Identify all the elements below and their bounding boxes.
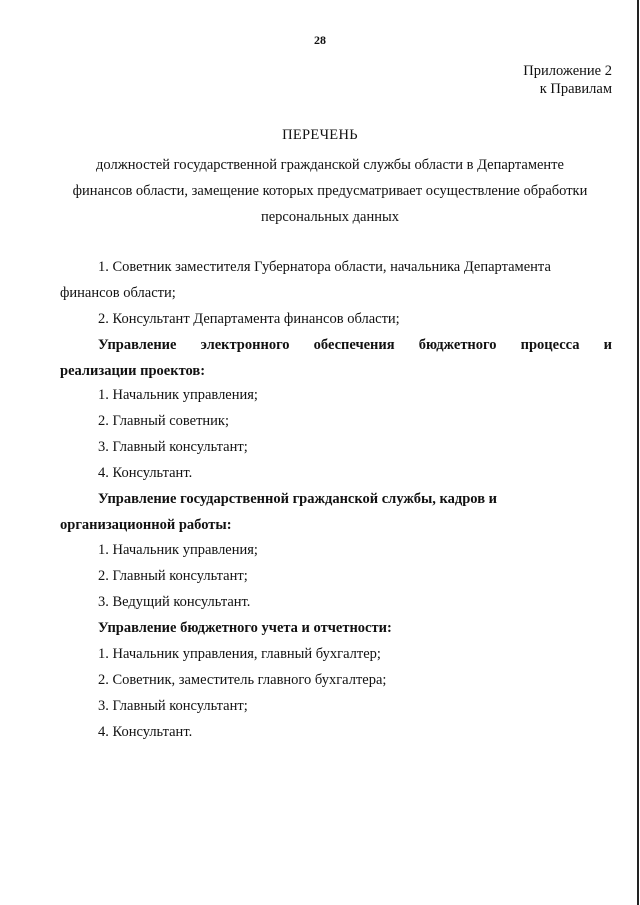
appendix-line-1: Приложение 2 [523, 63, 612, 79]
appendix-line-2: к Правилам [539, 81, 612, 97]
heading-word: бюджетного [418, 337, 497, 353]
page-number: 28 [314, 33, 326, 47]
accounting-item: 2. Советник, заместитель главного бухгалтера; [98, 672, 387, 688]
electronic-item: 1. Начальник управления; [98, 387, 258, 403]
appendix-reference [523, 62, 612, 98]
section-civil-service-heading-line-1: Управление государственной гражданской службы, кадров и [98, 491, 498, 507]
civil-service-item: 2. Главный консультант; [98, 568, 248, 584]
general-item-2: 2. Консультант Департамента финансов области; [98, 311, 400, 327]
scan-edge-line [637, 0, 639, 905]
section-electronic-heading-line-2: реализации проектов: [60, 363, 206, 379]
general-item-1-line-1: 1. Советник заместителя Губернатора области, начальника Департамента [98, 259, 551, 275]
electronic-item: 2. Главный советник; [98, 413, 230, 429]
heading-word: процесса [520, 337, 580, 353]
civil-service-item: 3. Ведущий консультант. [98, 594, 251, 610]
electronic-item: 3. Главный консультант; [98, 439, 248, 455]
subtitle-line-3: персональных данных [260, 209, 399, 225]
subtitle-line-1: должностей государственной гражданской службы области в Департаменте [96, 157, 564, 173]
section-civil-service-heading-line-2: организационной работы: [60, 517, 232, 533]
heading-word: электронного [200, 337, 290, 353]
heading-word: Управление [98, 337, 177, 353]
accounting-item: 1. Начальник управления, главный бухгалтер; [98, 646, 381, 662]
subtitle-line-2: финансов области, замещение которых предусматривает осуществление обработки [72, 183, 588, 199]
heading-word: обеспечения [313, 337, 395, 353]
general-item-1-line-2: финансов области; [60, 285, 176, 301]
section-electronic-heading-line-1 [98, 335, 612, 355]
document-title: ПЕРЕЧЕНЬ [282, 127, 358, 143]
accounting-item: 3. Главный консультант; [98, 698, 248, 714]
accounting-item: 4. Консультант. [98, 724, 193, 740]
document-subtitle [60, 152, 600, 230]
heading-word: и [603, 337, 612, 353]
civil-service-item: 1. Начальник управления; [98, 542, 258, 558]
electronic-item: 4. Консультант. [98, 465, 193, 481]
section-accounting-heading: Управление бюджетного учета и отчетности: [98, 620, 392, 636]
